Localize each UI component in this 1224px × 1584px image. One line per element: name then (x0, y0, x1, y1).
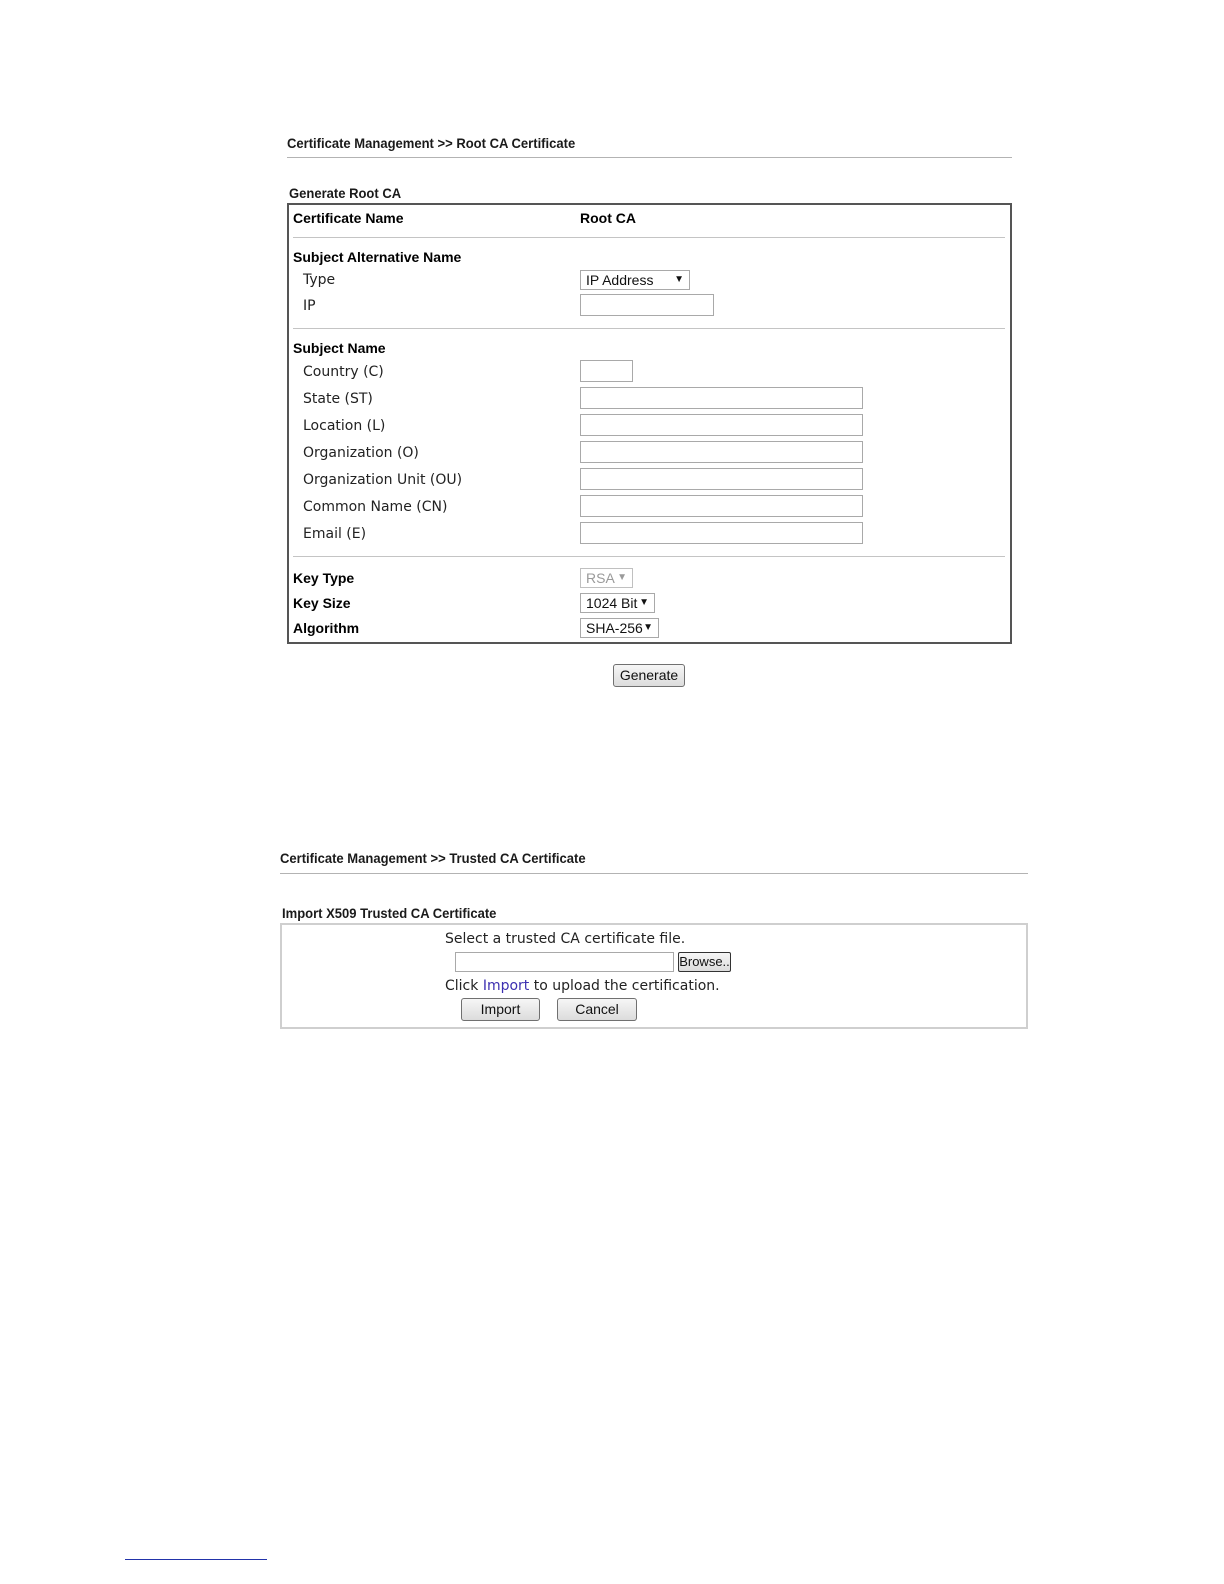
key-type-select-value: RSA (586, 570, 615, 586)
divider (293, 237, 1005, 238)
footnote-separator (125, 1559, 267, 1560)
key-size-label: Key Size (293, 595, 351, 611)
country-input[interactable] (580, 360, 633, 382)
location-label: Location (L) (303, 418, 386, 434)
file-path-input[interactable] (455, 952, 674, 972)
email-input[interactable] (580, 522, 863, 544)
type-label: Type (303, 272, 336, 288)
import-link[interactable]: Import (482, 978, 530, 994)
trusted-ca-breadcrumb: Certificate Management >> Trusted CA Certificate (280, 850, 586, 866)
algorithm-select[interactable] (580, 618, 659, 638)
import-button[interactable]: Import (461, 998, 540, 1021)
algorithm-label: Algorithm (293, 620, 360, 636)
certificate-name-label: Certificate Name (293, 210, 404, 226)
organization-unit-input[interactable] (580, 468, 863, 490)
chevron-down-icon: ▼ (617, 572, 627, 583)
header-divider (287, 157, 1012, 158)
header-divider (280, 873, 1028, 874)
import-hint-post: to upload the certification. (529, 978, 720, 994)
divider (293, 328, 1005, 329)
common-name-label: Common Name (CN) (303, 499, 448, 515)
location-input[interactable] (580, 414, 863, 436)
ip-label: IP (303, 298, 316, 314)
state-input[interactable] (580, 387, 863, 409)
import-hint-text (445, 978, 720, 994)
country-label: Country (C) (303, 364, 384, 380)
san-heading: Subject Alternative Name (293, 249, 462, 265)
ip-input[interactable] (580, 294, 714, 316)
chevron-down-icon: ▼ (674, 274, 684, 285)
organization-unit-label: Organization Unit (OU) (303, 472, 463, 488)
type-select-value: IP Address (586, 272, 654, 288)
cancel-button[interactable]: Cancel (557, 998, 637, 1021)
generate-root-ca-title: Generate Root CA (289, 185, 402, 201)
browse-button[interactable]: Browse.. (678, 952, 731, 972)
root-ca-breadcrumb: Certificate Management >> Root CA Certificate (287, 135, 576, 151)
key-type-label: Key Type (293, 570, 355, 586)
subject-name-heading: Subject Name (293, 340, 386, 356)
type-select[interactable] (580, 270, 690, 290)
email-label: Email (E) (303, 526, 367, 542)
key-type-select (580, 568, 633, 588)
algorithm-select-value: SHA-256 (586, 620, 643, 636)
generate-button[interactable]: Generate (613, 664, 685, 687)
organization-input[interactable] (580, 441, 863, 463)
key-size-select[interactable] (580, 593, 655, 613)
divider (293, 556, 1005, 557)
key-size-select-value: 1024 Bit (586, 595, 638, 611)
instruction-text: Select a trusted CA certificate file. (445, 931, 686, 947)
certificate-name-value: Root CA (580, 210, 636, 226)
chevron-down-icon: ▼ (643, 622, 653, 633)
import-hint-pre: Click (445, 978, 483, 994)
import-trusted-ca-title: Import X509 Trusted CA Certificate (282, 905, 497, 921)
chevron-down-icon: ▼ (639, 597, 649, 608)
state-label: State (ST) (303, 391, 373, 407)
organization-label: Organization (O) (303, 445, 419, 461)
common-name-input[interactable] (580, 495, 863, 517)
